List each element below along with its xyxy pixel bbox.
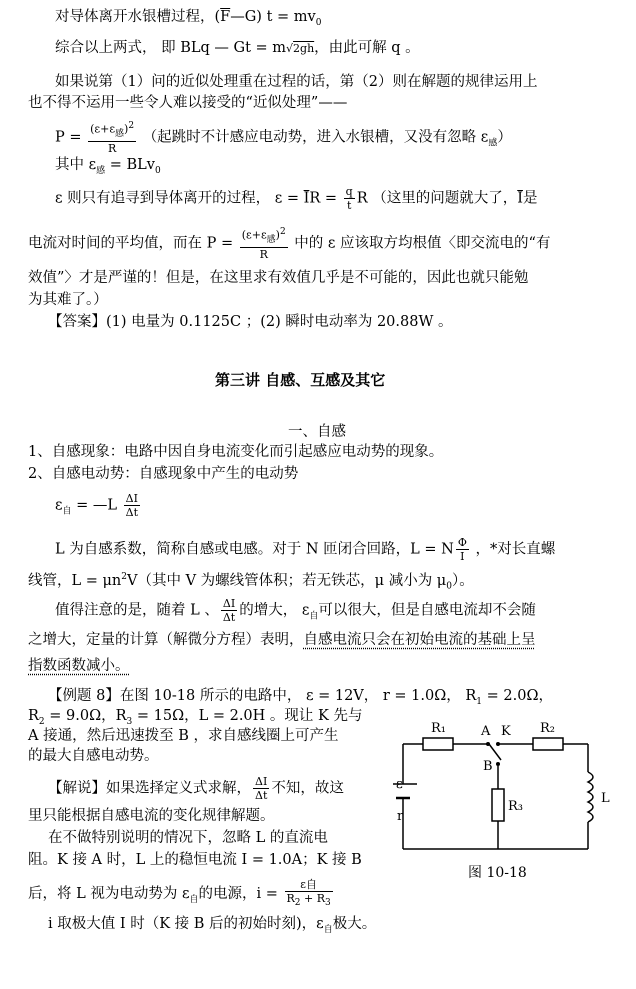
inductor-icon bbox=[588, 772, 593, 822]
text-line: 线管，$L = \mu n^2V$（其中 V 为螺线管体积；若无铁芯，μ 减小为 $\mu_0$）。 bbox=[28, 572, 474, 592]
text-line: 效值”〉才是严谨的！但是，在这里求有效值几乎是不可能的，因此也就只能勉 bbox=[28, 270, 529, 286]
text-line: 之增大，定量的计算（解微分方程）表明，自感电流只会在初始电流的基础上呈 bbox=[28, 632, 536, 648]
text-line: 综合以上两式， 即 BLq — Gt = m√2gh，由此可解 q 。 bbox=[55, 40, 420, 56]
list-item: 2、自感电动势：自感现象中产生的电动势 bbox=[28, 466, 299, 482]
switch-k-icon bbox=[489, 744, 501, 760]
solution-text: i 取极大值 I 时（K 接 B 后的初始时刻)，$\varepsilon_自$极大。 bbox=[48, 916, 377, 935]
text-line: 为其难了。） bbox=[28, 292, 108, 308]
text-line: 指数函数减小。 bbox=[28, 658, 130, 674]
resistor-r3-icon bbox=[492, 789, 504, 821]
solution-text: 阻。K 接 A 时，L 上的稳恒电流 I = 1.0A；K 接 B bbox=[28, 852, 362, 868]
example-text: 的最大自感电动势。 bbox=[28, 748, 159, 764]
answer: 【答案】(1) 电量为 0.1125C ；(2) 瞬时电动率为 20.88W 。 bbox=[48, 314, 453, 330]
formula-line: P = $(\varepsilon+\varepsilon_感)^2$ R （起跳时不计感应电动势，进入水银槽，又没有忽略 $\varepsilon_感$） bbox=[55, 121, 512, 155]
text-line: 也不得不运用一些令人难以接受的“近似处理”—— bbox=[28, 95, 348, 111]
label-emf: ε bbox=[396, 777, 403, 792]
resistor-r1-icon bbox=[423, 738, 453, 750]
section-heading: 一、自感 bbox=[288, 424, 346, 440]
label-k: K bbox=[501, 724, 511, 739]
formula-line: L 为自感系数，简称自感或电感。对于 N 匝闭合回路，L = N $\frac{\Phi}{I}$ ，*对长直螺 bbox=[55, 536, 556, 563]
label-r: r bbox=[397, 809, 404, 824]
solution-text: 【解说】如果选择定义式求解， $\frac{\Delta I}{\Delta t}$ 不知，故这 bbox=[48, 775, 344, 802]
lecture-heading: 第三讲 自感、互感及其它 bbox=[215, 371, 386, 389]
label-r2: R₂ bbox=[540, 721, 555, 736]
label-l: L bbox=[601, 791, 610, 806]
example-text: $R_2 = 9.0\Omega$，$R_3 = 15\Omega$，L = 2.0H 。现让 K 先与 bbox=[28, 708, 363, 727]
formula-line: $\varepsilon_自$ = —L $\frac{\Delta I}{\Delta t}$ bbox=[55, 492, 139, 519]
example-text: 【例题 8】在图 10-18 所示的电路中， ε = 12V， r = 1.0Ω， $R_1 = 2.0\Omega$， bbox=[48, 688, 553, 707]
formula-line: 值得注意的是，随着 L 、 $\frac{\Delta I}{\Delta t}$ 的增大， $\varepsilon_自$可以很大，但是自感电流却不会随 bbox=[55, 597, 536, 624]
label-r1: R₁ bbox=[431, 721, 446, 736]
solution-text: 后，将 L 视为电动势为 $\varepsilon_自$的电源，i = ε自 $R_2 + R_3$ bbox=[28, 878, 331, 909]
formula-line: 电流对时间的平均值，而在 P = $(\varepsilon+\varepsilon_感)^2$ R 中的 ε 应该取方均根值〈即交流电的“有 bbox=[28, 227, 551, 261]
resistor-r2-icon bbox=[533, 738, 563, 750]
circuit-diagram bbox=[393, 714, 618, 854]
label-a: A bbox=[481, 724, 491, 739]
list-item: 1、自感现象：电路中因自身电流变化而引起感应电动势的现象。 bbox=[28, 444, 444, 460]
text-line: 如果说第（1）问的近似处理重在过程的话，第（2）则在解题的规律运用上 bbox=[55, 74, 538, 90]
solution-text: 里只能根据自感电流的变化规律解题。 bbox=[28, 808, 275, 824]
text-line: 对导体离开水银槽过程，$(\overline{F}—G) t = mv_0$ bbox=[55, 9, 322, 28]
formula-line: ε 则只有追寻到导体离开的过程， $\varepsilon = \overline{I}R$ = $\frac{q}{t}$ R （这里的问题就大了，$\overline{I}$是 bbox=[55, 185, 538, 212]
formula-line: 其中 $\varepsilon_感 = BLv_0$ bbox=[55, 157, 161, 176]
label-r3: R₃ bbox=[508, 799, 523, 814]
figure-caption: 图 10-18 bbox=[468, 865, 527, 881]
solution-text: 在不做特别说明的情况下，忽略 L 的直流电 bbox=[48, 830, 328, 846]
example-text: A 接通，然后迅速拨至 B ，求自感线圈上可产生 bbox=[28, 728, 339, 744]
label-b: B bbox=[483, 759, 493, 774]
